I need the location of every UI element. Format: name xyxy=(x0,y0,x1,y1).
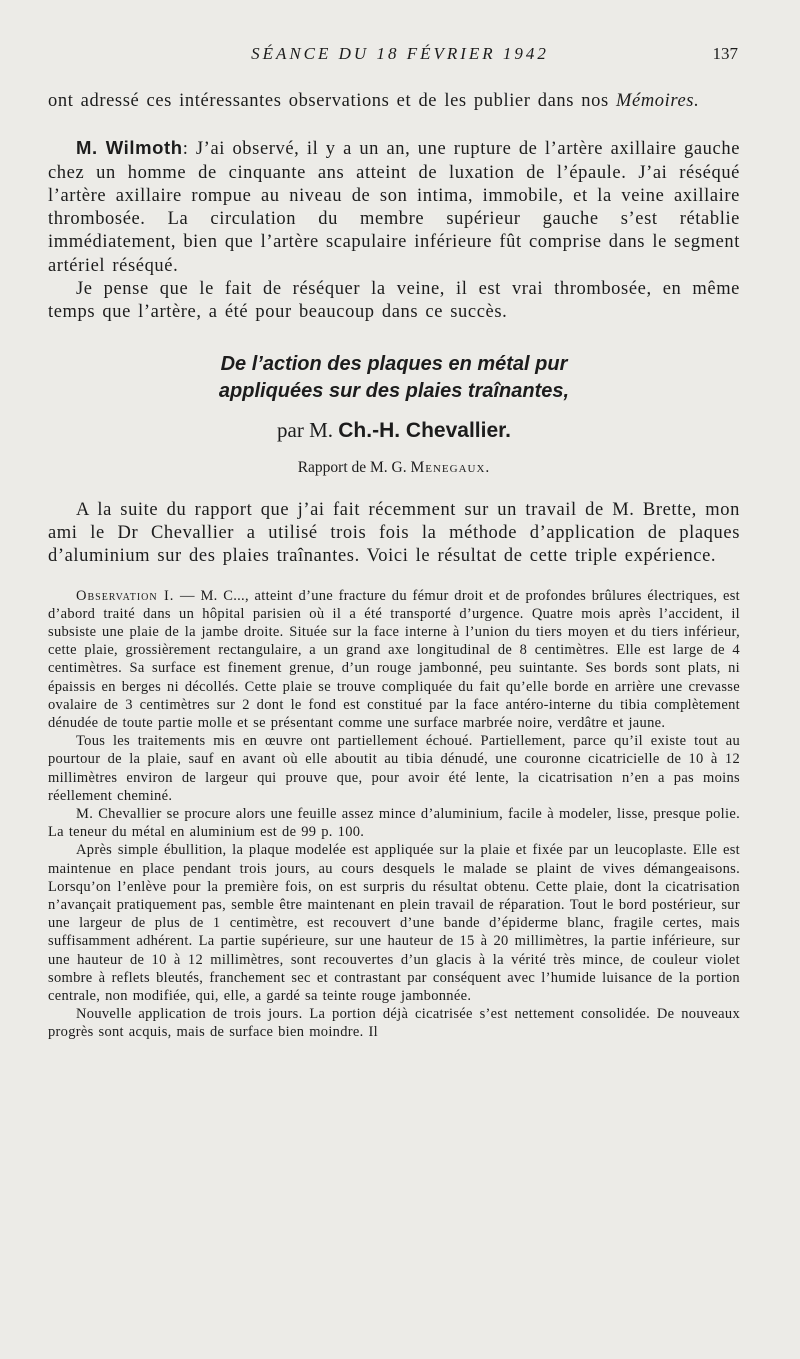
page-content xyxy=(48,90,740,1042)
observation-label: Observation I. xyxy=(76,587,175,604)
article-byline xyxy=(48,418,740,443)
report-line xyxy=(48,459,740,477)
article-title-line-2: appliquées sur des plaies traînantes, xyxy=(218,379,570,402)
observation-block xyxy=(48,587,740,1042)
aluminium-paragraph: M. Chevallier se procure alors une feuille assez mince d’aluminium, facile à modeler, lisse, presque polie. La teneur du métal en aluminium est de 99 p. 100. xyxy=(48,806,740,841)
boiling-paragraph: Après simple ébullition, la plaque modelée est appliquée sur la plaie et fixée par un leucoplaste. Elle est maintenue en place pendant trois jours, au cours desquels le malade se plaint de vives démangeaisons. Lorsqu’on l’enlève pour la première fois, on est surpris du résultat obtenu. Cette plaie, dont la cicatrisation n’avançait pratiquement pas, semble être maintenant en plein travail de réparation. Tout le bord postérieur, sur une largeur de plus de 1 centimètre, est recouvert d’une bande d’épiderme blanc, fragile certes, mais suffisamment adhérent. La partie supérieure, sur une hauteur de 15 à 20 millimètres, la partie inférieure, sur une hauteur de 10 à 12 millimètres, sont recouvertes d’un glacis à la vérité très mince, de couleur violet sombre à reflets bleutés, franchement sec et contrastant par conséquent avec l’humide luisance de la portion centrale, non modifiée, qui, elle, a gardé sa teinte rouge jambonnée. xyxy=(48,842,740,1005)
wilmoth-paragraph-1 xyxy=(48,136,740,278)
treatments-paragraph: Tous les traitements mis en œuvre ont partiellement échoué. Partiellement, parce qu’il existe tout au pourtour de la plaie, sauf en avant où elle aboutit au tibia dénudé, une couronne cicatricielle de 10 à 12 millimètres environ de largeur qui prouve que, pour avoir été lente, la cicatrisation n’en a pas moins réellement cheminé. xyxy=(48,733,740,804)
byline-author: Ch.-H. Chevallier. xyxy=(338,418,511,442)
page-header xyxy=(0,44,800,70)
wilmoth-text-1: : J’ai observé, il y a un an, une rupture de l’artère axillaire gauche chez un homme de cinquante ans atteint de luxation de l’épaule. J’ai réséqué l’artère axillaire rompue au niveau de son intima, immobile, et la veine axillaire thrombosée. La circulation du membre supérieur gauche s’est rétablie immédiatement, bien que l’artère scapulaire inférieure fût comprise dans le segment artériel réséqué. xyxy=(48,139,740,276)
speaker-name: M. Wilmoth xyxy=(76,137,183,159)
observation-text: — M. C..., atteint d’une fracture du fémur droit et de profondes brûlures électriques, est d’abord traité dans un hôpital parisien où il a été transporté d’urgence. Quatre mois après l’accident, il subsiste une plaie de la jambe droite. Située sur la face interne à l’union du tiers moyen et du tiers inférieur, cette plaie, grossièrement rectangulaire, a un grand axe longitudinal de 8 centimètres. Elle est large de 4 centimètres. Sa surface est finement grenue, d’un rouge jambonné, peu suintante. Ses bords sont plats, ni épaissis en berges ni décollés. Cette plaie se trouve compliquée du fait qu’elle borde en arrière une crevasse ovalaire de 3 centimètres sur 2 dont le fond est constitué par la face antéro-interne du tibia complètement dénudée de toute partie molle et se présentant comme une surface marbrée noire, verdâtre et jaune. xyxy=(48,587,740,731)
new-application-paragraph: Nouvelle application de trois jours. La portion déjà cicatrisée s’est nettement consolidée. De nouveaux progrès sont acquis, mais de surface bien moindre. Il xyxy=(48,1006,740,1041)
observation-paragraph xyxy=(48,587,740,733)
byline-prefix: par M. xyxy=(277,417,334,442)
report-author: Menegaux. xyxy=(410,458,491,476)
article-title xyxy=(48,351,740,405)
wilmoth-paragraph-2: Je pense que le fait de réséquer la veine, il est vrai thrombosée, en même temps que l’artère, a été pour beaucoup dans ce succès. xyxy=(48,279,740,323)
intro-paragraph xyxy=(48,90,740,113)
journal-name: Mémoires. xyxy=(616,91,700,111)
running-head: SÉANCE DU 18 FÉVRIER 1942 xyxy=(251,44,549,63)
intro-text: ont adressé ces intéressantes observations et de les publier dans nos xyxy=(48,91,609,111)
body-paragraph-1: A la suite du rapport que j’ai fait récemment sur un travail de M. Brette, mon ami le Dr Chevallier a utilisé trois fois la méthode d’application de plaques d’aluminium sur des plaies traînantes. Voici le résultat de cette triple expérience. xyxy=(48,499,740,567)
report-prefix: Rapport de M. G. xyxy=(297,458,407,476)
page-number: 137 xyxy=(712,44,738,63)
article-title-line-1: De l’action des plaques en métal pur xyxy=(220,352,568,375)
